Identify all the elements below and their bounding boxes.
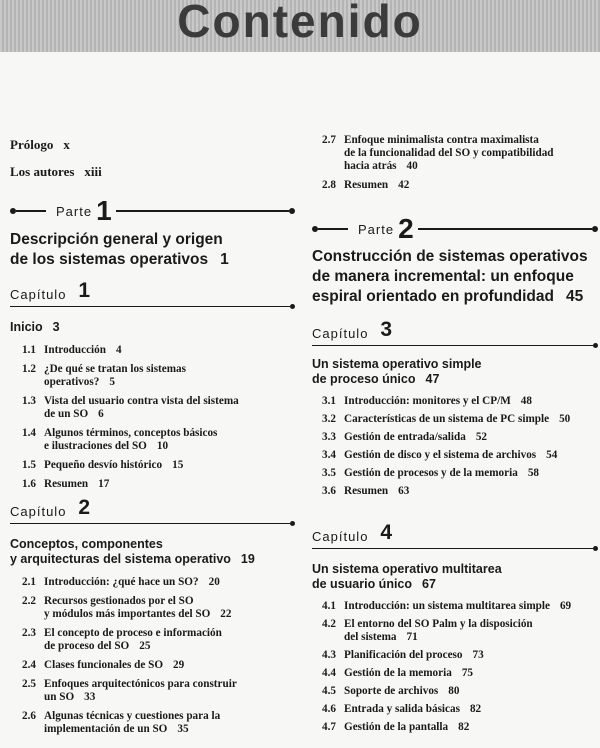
section-title: implementación de un SO: [44, 723, 168, 735]
chapter-1-sections: [22, 344, 295, 491]
chapter-title: Un sistema operativo simple: [312, 357, 482, 371]
rule-line: [116, 210, 289, 212]
section-title: ¿De qué se tratan los sistemas: [44, 363, 187, 375]
section-page: 4: [115, 344, 122, 356]
section-2-6[interactable]: [22, 710, 295, 736]
bullet-dot: [289, 208, 295, 214]
chapter-page: 19: [240, 552, 255, 566]
chapter-number: 3: [380, 318, 393, 341]
section-number: 2.5: [22, 678, 36, 690]
section-title: Clases funcionales de SO: [44, 659, 164, 671]
part-title-line: de los sistemas operativos: [10, 251, 209, 268]
section-number: 2.7: [322, 134, 336, 146]
section-page: 6: [98, 408, 104, 420]
section-2-2[interactable]: [22, 595, 295, 621]
chapter-2-title[interactable]: [10, 537, 295, 567]
section-title: Introducción: monitores y el CP/M: [344, 395, 511, 407]
section-1-4[interactable]: [22, 427, 295, 453]
section-number: 1.1: [22, 344, 36, 356]
section-title: hacia atrás: [344, 160, 397, 172]
toc-left-column: [10, 137, 295, 736]
entry-title: Prólogo: [10, 137, 54, 152]
toc-entry-autores[interactable]: [10, 164, 295, 180]
section-title: Enfoque minimalista contra maximalista: [344, 134, 539, 146]
section-number: 1.6: [22, 478, 36, 490]
section-number: 4.3: [322, 649, 336, 661]
section-page: 71: [406, 631, 418, 643]
section-title: Pequeño desvío histórico: [44, 459, 163, 471]
section-title: Planificación del proceso: [344, 649, 463, 661]
chapter-1-title[interactable]: [10, 320, 295, 335]
section-title: Algunas técnicas y cuestiones para la: [44, 710, 221, 722]
section-4-3[interactable]: [322, 649, 598, 662]
part-title-line: de manera incremental: un enfoque: [312, 268, 574, 285]
chapter-3-title[interactable]: [312, 357, 598, 387]
section-2-3[interactable]: [22, 627, 295, 653]
chapter-3-sections: [322, 395, 598, 498]
section-1-6[interactable]: [22, 478, 295, 491]
section-title: El entorno del SO Palm y la disposición: [344, 618, 533, 630]
section-3-6[interactable]: [322, 485, 598, 498]
section-number: 2.1: [22, 576, 36, 588]
part-title-line: Construcción de sistemas operativos: [312, 248, 588, 265]
chapter-page: 67: [422, 577, 436, 591]
chapter-2-sections: [22, 576, 295, 736]
section-number: 2.3: [22, 627, 36, 639]
section-page: 75: [461, 667, 474, 679]
section-title: un SO: [44, 691, 75, 703]
part-label: Parte: [358, 221, 395, 237]
chapter-2-sections-cont: [322, 134, 598, 192]
section-page: 58: [527, 467, 539, 479]
part-number: 1: [96, 195, 112, 226]
section-number: 2.4: [22, 659, 36, 671]
chapter-3-header: [312, 315, 598, 348]
part-1-title[interactable]: [10, 230, 295, 270]
entry-title: Los autores: [10, 164, 75, 179]
chapter-label: Capítulo: [312, 529, 369, 544]
section-number: 3.5: [322, 467, 336, 479]
chapter-title: de usuario único: [312, 577, 413, 591]
chapter-title: Conceptos, componentes: [10, 537, 163, 551]
section-page: 48: [520, 395, 532, 407]
section-page: 73: [472, 649, 484, 661]
section-page: 35: [177, 723, 189, 735]
section-3-2[interactable]: [322, 413, 598, 426]
section-title: Recursos gestionados por el SO: [44, 595, 194, 607]
section-number: 1.5: [22, 459, 36, 471]
section-title: Introducción: un sistema multitarea simple: [344, 600, 550, 612]
rule-line: [16, 210, 46, 212]
section-4-6[interactable]: [322, 703, 598, 716]
section-title: Características de un sistema de PC simple: [344, 413, 550, 425]
section-3-4[interactable]: [322, 449, 598, 462]
section-title: Resumen: [344, 179, 389, 191]
section-title: de proceso del SO: [44, 640, 130, 652]
section-number: 4.5: [322, 685, 336, 697]
part-page: 1: [220, 251, 229, 268]
section-page: 52: [475, 431, 488, 443]
section-title: Gestión de procesos y de la memoria: [344, 467, 518, 479]
section-2-8[interactable]: [322, 179, 598, 192]
part-number: 2: [398, 213, 414, 244]
section-number: 3.6: [322, 485, 336, 497]
entry-page: xiii: [84, 164, 102, 179]
bullet-dot: [290, 521, 295, 526]
section-number: 4.6: [322, 703, 336, 715]
section-number: 3.2: [322, 413, 336, 425]
section-1-5[interactable]: [22, 459, 295, 472]
section-number: 2.2: [22, 595, 36, 607]
chapter-number: 1: [78, 279, 91, 302]
section-title: y módulos más importantes del SO: [44, 608, 211, 620]
section-title: Introducción: ¿qué hace un SO?: [44, 576, 199, 588]
part-title-line: Descripción general y origen: [10, 231, 223, 248]
chapter-label: Capítulo: [10, 287, 67, 302]
section-title: Enfoques arquitectónicos para construir: [44, 678, 237, 690]
section-3-3[interactable]: [322, 431, 598, 444]
rule-line: [318, 228, 348, 230]
chapter-number: 2: [78, 496, 91, 519]
header-banner: [0, 0, 600, 52]
section-title: Algunos términos, conceptos básicos: [44, 427, 218, 439]
chapter-page: 3: [52, 320, 60, 334]
section-2-4[interactable]: [22, 659, 295, 672]
chapter-number: 4: [380, 521, 393, 544]
section-page: 15: [172, 459, 184, 471]
chapter-label: Capítulo: [10, 504, 67, 519]
chapter-4-title[interactable]: [312, 562, 598, 592]
section-1-3[interactable]: [22, 395, 295, 421]
section-2-1[interactable]: [22, 576, 295, 589]
bullet-dot: [593, 343, 598, 348]
rule-line: [10, 306, 290, 308]
section-page: 40: [406, 160, 418, 172]
section-page: 50: [559, 413, 571, 425]
section-title: Introducción: [44, 344, 106, 356]
section-number: 4.2: [322, 618, 336, 630]
section-1-2[interactable]: [22, 363, 295, 389]
section-title: Vista del usuario contra vista del sistema: [44, 395, 239, 407]
bullet-dot: [290, 304, 295, 309]
section-number: 4.1: [322, 600, 336, 612]
chapter-4-header: [312, 518, 598, 551]
section-title: operativos?: [44, 376, 100, 388]
section-page: 20: [208, 576, 220, 588]
section-page: 33: [84, 691, 96, 703]
section-number: 3.3: [322, 431, 336, 443]
section-page: 80: [448, 685, 460, 697]
section-page: 69: [559, 600, 572, 612]
part-2-header: [312, 214, 598, 244]
section-3-5[interactable]: [322, 467, 598, 480]
section-3-1[interactable]: [322, 395, 598, 408]
section-page: 5: [109, 376, 115, 388]
chapter-title: de proceso único: [312, 372, 416, 386]
section-page: 82: [469, 703, 482, 715]
section-number: 3.4: [322, 449, 336, 461]
section-title: Gestión de la pantalla: [344, 721, 449, 733]
page-title: Contenido: [177, 0, 423, 47]
section-4-5[interactable]: [322, 685, 598, 698]
toc-entry-prologo[interactable]: [10, 137, 295, 153]
section-1-1[interactable]: [22, 344, 295, 357]
section-page: 82: [458, 721, 470, 733]
chapter-4-sections: [322, 600, 598, 734]
chapter-title: Un sistema operativo multitarea: [312, 562, 502, 576]
bullet-dot: [592, 226, 598, 232]
section-4-2[interactable]: [322, 618, 598, 644]
entry-page: x: [63, 137, 70, 152]
section-title: Gestión de disco y el sistema de archivos: [344, 449, 537, 461]
section-title: de la funcionalidad del SO y compatibilidad: [344, 147, 554, 159]
rule-line: [10, 523, 290, 525]
section-number: 1.2: [22, 363, 36, 375]
section-number: 3.1: [322, 395, 336, 407]
part-1-header: [10, 196, 295, 226]
section-page: 25: [139, 640, 151, 652]
section-page: 42: [398, 179, 410, 191]
part-label: Parte: [56, 203, 93, 219]
section-title: Resumen: [344, 485, 389, 497]
part-title-line: espiral orientado en profundidad: [312, 288, 554, 305]
chapter-1-header: [10, 276, 295, 309]
chapter-title: Inicio: [10, 320, 43, 334]
section-page: 17: [98, 478, 110, 490]
section-4-1[interactable]: [322, 600, 598, 613]
section-number: 2.8: [322, 179, 336, 191]
chapter-page: 47: [425, 372, 440, 386]
section-number: 4.4: [322, 667, 336, 679]
section-2-7[interactable]: [322, 134, 598, 173]
section-number: 2.6: [22, 710, 36, 722]
section-page: 29: [173, 659, 185, 671]
rule-line: [418, 228, 592, 230]
chapter-title: y arquitecturas del sistema operativo: [10, 552, 231, 566]
section-number: 1.4: [22, 427, 36, 439]
section-4-4[interactable]: [322, 667, 598, 680]
section-title: El concepto de proceso e información: [44, 627, 222, 639]
part-page: 45: [566, 288, 584, 305]
rule-line: [312, 345, 593, 347]
section-page: 22: [220, 608, 232, 620]
bullet-dot: [593, 546, 598, 551]
section-title: de un SO: [44, 408, 89, 420]
section-title: Gestión de la memoria: [344, 667, 452, 679]
chapter-2-header: [10, 493, 295, 526]
section-title: Entrada y salida básicas: [344, 703, 460, 715]
section-2-5[interactable]: [22, 678, 295, 704]
section-title: Resumen: [44, 478, 89, 490]
section-title: Soporte de archivos: [344, 685, 439, 697]
section-page: 54: [546, 449, 558, 461]
section-page: 63: [398, 485, 410, 497]
section-number: 4.7: [322, 721, 336, 733]
section-title: del sistema: [344, 631, 397, 643]
chapter-label: Capítulo: [312, 326, 369, 341]
section-number: 1.3: [22, 395, 36, 407]
section-page: 10: [156, 440, 169, 452]
rule-line: [312, 548, 593, 550]
section-4-7[interactable]: [322, 721, 598, 734]
section-title: Gestión de entrada/salida: [344, 431, 466, 443]
section-title: e ilustraciones del SO: [44, 440, 147, 452]
part-2-title[interactable]: [312, 247, 598, 307]
toc-right-column: [312, 134, 598, 734]
